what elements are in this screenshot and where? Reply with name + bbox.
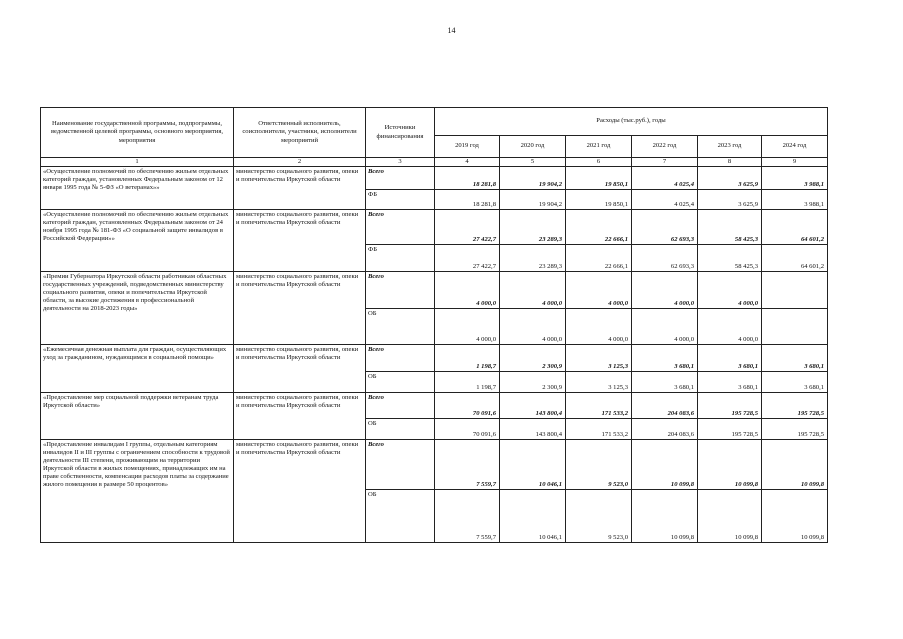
expense-total-value: 3 680,1: [698, 345, 762, 372]
measure-name: «Предоставление инвалидам I группы, отдельным категориям инвалидов II и III группы с ограничением способности к трудовой деятельности III степени, проживающим на территории Иркутской области в жилых помещениях, принадлежащих им на праве собственности, компенсации расходов платы за содержание жилого помещения в размере 50 процентов»: [41, 440, 234, 543]
measure-name: «Осуществление полномочий по обеспечению жильем отдельных категорий граждан, установленных Федеральным законом от 24 ноября 1995 года № 181-ФЗ «О социальной защите инвалидов в Российской Федерации»»: [41, 210, 234, 272]
expense-budget-value: 3 680,1: [632, 372, 698, 393]
table-row: [41, 167, 828, 190]
expense-budget-value: 22 666,1: [566, 245, 632, 272]
expense-budget-value: 3 680,1: [698, 372, 762, 393]
expense-budget-value: 3 988,1: [762, 190, 828, 210]
expense-total-value: 143 800,4: [500, 393, 566, 419]
measure-name: «Премии Губернатора Иркутской области работникам областных государственных учреждений, подведомственных министерству социального развития, опеки и попечительства Иркутской области, за высокие достижения в профессиональной деятельности на 2018-2023 годы»: [41, 272, 234, 345]
expense-total-value: 19 850,1: [566, 167, 632, 190]
funding-source-total: Всего: [366, 167, 435, 190]
expense-budget-value: 19 904,2: [500, 190, 566, 210]
header-year: 2024 год: [762, 136, 828, 158]
expense-budget-value: 4 000,0: [632, 309, 698, 345]
funding-source-total: Всего: [366, 440, 435, 490]
expense-total-value: 18 281,8: [435, 167, 500, 190]
funding-source-total: Всего: [366, 210, 435, 245]
funding-source-total: Всего: [366, 272, 435, 309]
column-number: 4: [435, 158, 500, 167]
expense-budget-value: 3 625,9: [698, 190, 762, 210]
expense-total-value: 1 198,7: [435, 345, 500, 372]
expense-total-value: 3 125,3: [566, 345, 632, 372]
measure-name: «Ежемесячная денежная выплата для граждан, осуществляющих уход за гражданином, нуждающимся в социальной помощи»: [41, 345, 234, 393]
expense-total-value: 4 000,0: [435, 272, 500, 309]
expense-budget-value: 7 559,7: [435, 490, 500, 543]
expense-budget-value: 1 198,7: [435, 372, 500, 393]
expense-budget-value: 62 693,3: [632, 245, 698, 272]
expense-budget-value: [762, 309, 828, 345]
expense-total-value: 64 601,2: [762, 210, 828, 245]
column-number: 9: [762, 158, 828, 167]
expense-total-value: 7 559,7: [435, 440, 500, 490]
responsible-executor: министерство социального развития, опеки и попечительства Иркутской области: [234, 272, 366, 345]
expense-budget-value: 4 000,0: [435, 309, 500, 345]
expense-budget-value: 4 025,4: [632, 190, 698, 210]
expense-total-value: 4 000,0: [698, 272, 762, 309]
responsible-executor: министерство социального развития, опеки и попечительства Иркутской области: [234, 440, 366, 543]
expense-total-value: 2 300,9: [500, 345, 566, 372]
table-row: [41, 440, 828, 490]
expense-total-value: 4 000,0: [566, 272, 632, 309]
expense-budget-value: 4 000,0: [500, 309, 566, 345]
expense-budget-value: 2 300,9: [500, 372, 566, 393]
expense-total-value: 3 625,9: [698, 167, 762, 190]
expense-budget-value: 70 091,6: [435, 419, 500, 440]
responsible-executor: министерство социального развития, опеки и попечительства Иркутской области: [234, 345, 366, 393]
expense-budget-value: 10 046,1: [500, 490, 566, 543]
measure-name: «Предоставление мер социальной поддержки ветеранам труда Иркутской области»: [41, 393, 234, 440]
table-row: [41, 345, 828, 372]
header-executor: Ответственный исполнитель, соисполнители, участники, исполнители мероприятий: [234, 108, 366, 158]
expense-budget-value: 23 289,3: [500, 245, 566, 272]
funding-source-budget: ОБ: [366, 372, 435, 393]
expense-budget-value: 10 099,8: [762, 490, 828, 543]
column-number: 6: [566, 158, 632, 167]
expense-total-value: 9 523,0: [566, 440, 632, 490]
expense-total-value: 10 099,8: [632, 440, 698, 490]
funding-source-total: Всего: [366, 345, 435, 372]
expense-total-value: 204 083,6: [632, 393, 698, 419]
expense-budget-value: 64 601,2: [762, 245, 828, 272]
expense-budget-value: 19 850,1: [566, 190, 632, 210]
expense-budget-value: 18 281,8: [435, 190, 500, 210]
responsible-executor: министерство социального развития, опеки и попечительства Иркутской области: [234, 210, 366, 272]
expense-total-value: 10 099,8: [698, 440, 762, 490]
expense-total-value: 4 025,4: [632, 167, 698, 190]
expense-total-value: 195 728,5: [762, 393, 828, 419]
column-number: 2: [234, 158, 366, 167]
funding-source-budget: ОБ: [366, 309, 435, 345]
column-number: 1: [41, 158, 234, 167]
column-number: 3: [366, 158, 435, 167]
header-year: 2022 год: [632, 136, 698, 158]
expense-total-value: 62 693,3: [632, 210, 698, 245]
expense-budget-value: 9 523,0: [566, 490, 632, 543]
expense-total-value: 23 289,3: [500, 210, 566, 245]
expense-total-value: 4 000,0: [632, 272, 698, 309]
header-source: Источники финансирования: [366, 108, 435, 158]
expense-total-value: 19 904,2: [500, 167, 566, 190]
funding-source-total: Всего: [366, 393, 435, 419]
expense-budget-value: 195 728,5: [698, 419, 762, 440]
expense-total-value: 3 680,1: [632, 345, 698, 372]
column-number: 8: [698, 158, 762, 167]
expense-total-value: 171 533,2: [566, 393, 632, 419]
expense-total-value: 195 728,5: [698, 393, 762, 419]
expense-total-value: [762, 272, 828, 309]
expense-total-value: 58 425,3: [698, 210, 762, 245]
funding-source-budget: ФБ: [366, 245, 435, 272]
expense-budget-value: 195 728,5: [762, 419, 828, 440]
expense-budget-value: 10 099,8: [698, 490, 762, 543]
responsible-executor: министерство социального развития, опеки и попечительства Иркутской области: [234, 167, 366, 210]
expense-budget-value: 3 680,1: [762, 372, 828, 393]
responsible-executor: министерство социального развития, опеки и попечительства Иркутской области: [234, 393, 366, 440]
expense-budget-value: 204 083,6: [632, 419, 698, 440]
measure-name: «Осуществление полномочий по обеспечению жильем отдельных категорий граждан, установленных Федеральным законом от 12 января 1995 года № 5-ФЗ «О ветеранах»»: [41, 167, 234, 210]
expense-budget-value: 27 422,7: [435, 245, 500, 272]
funding-source-budget: ОБ: [366, 490, 435, 543]
table-row: [41, 393, 828, 419]
column-number: 7: [632, 158, 698, 167]
table-row: [41, 210, 828, 245]
expense-budget-value: 3 125,3: [566, 372, 632, 393]
expense-budget-value: 143 800,4: [500, 419, 566, 440]
funding-source-budget: ФБ: [366, 190, 435, 210]
header-year: 2020 год: [500, 136, 566, 158]
expense-total-value: 3 680,1: [762, 345, 828, 372]
header-name: Наименование государственной программы, подпрограммы, ведомственной целевой программы, основного мероприятия, мероприятия: [41, 108, 234, 158]
header-expenses: Расходы (тыс.руб.), годы: [435, 108, 828, 136]
column-number: 5: [500, 158, 566, 167]
budget-table-wrapper: [40, 107, 827, 543]
header-year: 2023 год: [698, 136, 762, 158]
expense-total-value: 70 091,6: [435, 393, 500, 419]
expense-total-value: 4 000,0: [500, 272, 566, 309]
header-year: 2021 год: [566, 136, 632, 158]
header-year: 2019 год: [435, 136, 500, 158]
table-row: [41, 272, 828, 309]
expense-total-value: 27 422,7: [435, 210, 500, 245]
expense-budget-value: 10 099,8: [632, 490, 698, 543]
expense-total-value: 10 099,8: [762, 440, 828, 490]
budget-table: [40, 107, 828, 543]
funding-source-budget: ОБ: [366, 419, 435, 440]
expense-budget-value: 171 533,2: [566, 419, 632, 440]
expense-budget-value: 58 425,3: [698, 245, 762, 272]
page-number: 14: [447, 26, 456, 35]
expense-total-value: 3 988,1: [762, 167, 828, 190]
expense-budget-value: 4 000,0: [698, 309, 762, 345]
expense-total-value: 10 046,1: [500, 440, 566, 490]
expense-total-value: 22 666,1: [566, 210, 632, 245]
expense-budget-value: 4 000,0: [566, 309, 632, 345]
